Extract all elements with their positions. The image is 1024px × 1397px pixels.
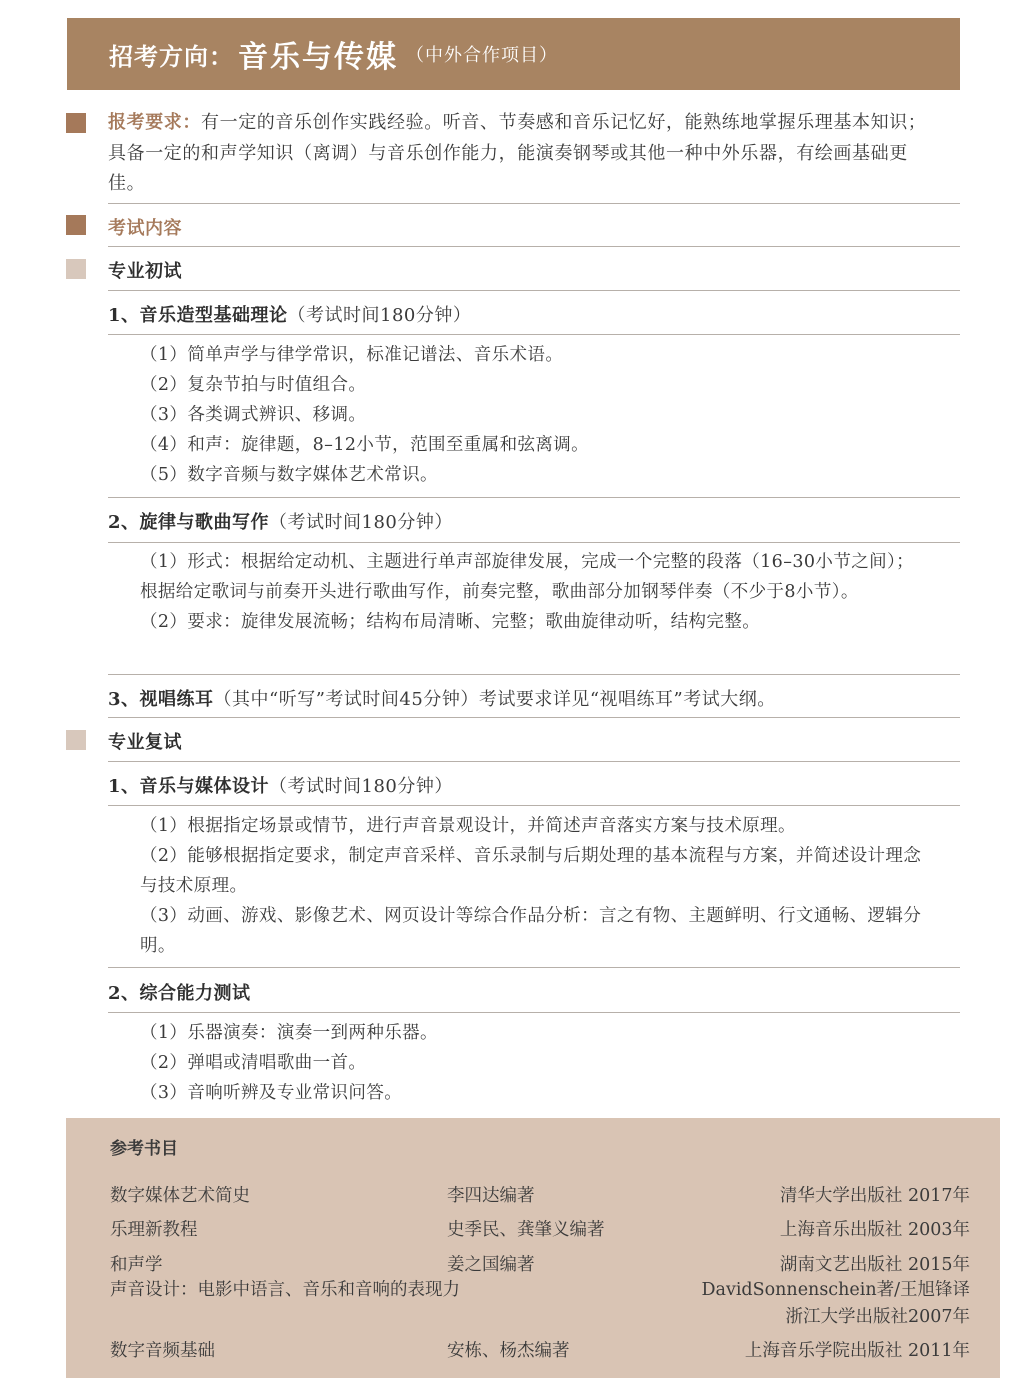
list-item: （1）形式：根据给定动机、主题进行单声部旋律发展，完成一个完整的段落（16–30小节之间）；根据给定歌词与前奏开头进行歌曲写作，前奏完整，歌曲部分加钢琴伴奏（不少于8小节）。 — [140, 552, 915, 602]
list-item: （4）和声：旋律题，8–12小节，范围至重属和弦离调。 — [140, 435, 590, 455]
requirements-label: 报考要求： — [108, 112, 201, 133]
book-title: 数字媒体艺术简史 — [110, 1186, 250, 1206]
book-publisher: 清华大学出版社 2017年 — [779, 1186, 970, 1206]
book-publisher: 上海音乐出版社 2003年 — [779, 1220, 970, 1240]
reference-title: 参考书目 — [110, 1139, 178, 1159]
divider — [108, 717, 960, 718]
list-item: （1）根据指定场景或情节，进行声音景观设计，并简述声音落实方案与技术原理。 — [140, 816, 796, 836]
section-marker — [66, 113, 86, 133]
book-title: 乐理新教程 — [110, 1220, 198, 1240]
page-header — [67, 18, 960, 90]
divider — [108, 1012, 960, 1013]
book-author: 安栋、杨杰编著 — [447, 1341, 570, 1361]
book-title: 声音设计：电影中语言、音乐和音响的表现力 — [110, 1280, 460, 1300]
book-title: 和声学 — [110, 1255, 163, 1275]
list-item: （3）动画、游戏、影像艺术、网页设计等综合作品分析：言之有物、主题鲜明、行文通畅、逻辑分明。 — [140, 906, 922, 956]
second-round-title: 专业复试 — [108, 732, 182, 753]
list-item: （1）乐器演奏：演奏一到两种乐器。 — [140, 1023, 438, 1043]
exam-section-title: 3、视唱练耳 — [108, 689, 214, 710]
exam-section-heading — [108, 685, 960, 711]
list-item: （2）复杂节拍与时值组合。 — [140, 375, 367, 395]
exam-section-note: （考试时间180分钟） — [269, 512, 453, 533]
requirements-text: 有一定的音乐创作实践经验。听音、节奏感和音乐记忆好，能熟练地掌握乐理基本知识；具备一定的和声学知识（离调）与音乐创作能力，能演奏钢琴或其他一种中外乐器，有绘画基础更佳。 — [108, 112, 927, 194]
section-marker — [66, 215, 86, 235]
list-item: （2）要求：旋律发展流畅；结构布局清晰、完整；歌曲旋律动听，结构完整。 — [140, 612, 761, 632]
list-item: （5）数字音频与数字媒体艺术常识。 — [140, 465, 438, 485]
exam-item-list — [140, 1018, 930, 1108]
divider — [108, 246, 960, 247]
divider — [108, 290, 960, 291]
exam-section-note: （其中“听写”考试时间45分钟）考试要求详见“视唱练耳”考试大纲。 — [213, 689, 776, 710]
reference-books-panel — [66, 1118, 1000, 1378]
divider — [108, 761, 960, 762]
book-author: 李四达编著 — [447, 1186, 535, 1206]
exam-section-title: 1、音乐与媒体设计 — [108, 776, 270, 797]
list-item: （2）能够根据指定要求，制定声音采样、音乐录制与后期处理的基本流程与方案，并简述设计理念与技术原理。 — [140, 846, 922, 896]
book-author: 姜之国编著 — [447, 1255, 535, 1275]
list-item: （1）简单声学与律学常识，标准记谱法、音乐术语。 — [140, 345, 564, 365]
exam-item-list — [140, 811, 930, 961]
exam-section-heading — [108, 301, 960, 327]
divider — [108, 334, 960, 335]
requirements-block — [108, 108, 928, 200]
exam-section-heading — [108, 772, 960, 798]
book-title: 数字音频基础 — [110, 1341, 215, 1361]
header-prefix: 招考方向： — [109, 41, 234, 71]
divider — [108, 203, 960, 204]
book-author: 史季民、龚肇义编著 — [447, 1220, 605, 1240]
preliminary-title: 专业初试 — [108, 261, 182, 282]
divider — [108, 542, 960, 543]
section-marker — [66, 730, 86, 750]
divider — [108, 497, 960, 498]
page-title: 音乐与传媒 — [238, 40, 398, 75]
exam-section-note: （考试时间180分钟） — [269, 776, 453, 797]
exam-content-label: 考试内容 — [108, 218, 182, 239]
exam-section-heading — [108, 508, 960, 534]
exam-section-note: （考试时间180分钟） — [287, 305, 472, 326]
list-item: （3）音响听辨及专业常识问答。 — [140, 1083, 403, 1103]
exam-item-list — [140, 547, 930, 637]
book-publisher: 浙江大学出版社2007年 — [785, 1307, 970, 1327]
book-publisher: 湖南文艺出版社 2015年 — [779, 1255, 970, 1275]
exam-section-title: 1、音乐造型基础理论 — [108, 305, 288, 326]
divider — [108, 674, 960, 675]
page-subtitle: （中外合作项目） — [406, 45, 558, 66]
exam-section-title: 2、综合能力测试 — [108, 983, 251, 1004]
section-marker — [66, 259, 86, 279]
divider — [108, 967, 960, 968]
exam-section-title: 2、旋律与歌曲写作 — [108, 512, 270, 533]
list-item: （3）各类调式辨识、移调。 — [140, 405, 367, 425]
book-publisher: 上海音乐学院出版社 2011年 — [744, 1341, 970, 1361]
list-item: （2）弹唱或清唱歌曲一首。 — [140, 1053, 367, 1073]
book-publisher: DavidSonnenschein著/王旭锋译 — [701, 1280, 970, 1300]
exam-item-list — [140, 340, 930, 490]
exam-section-heading — [108, 979, 960, 1005]
divider — [108, 805, 960, 806]
